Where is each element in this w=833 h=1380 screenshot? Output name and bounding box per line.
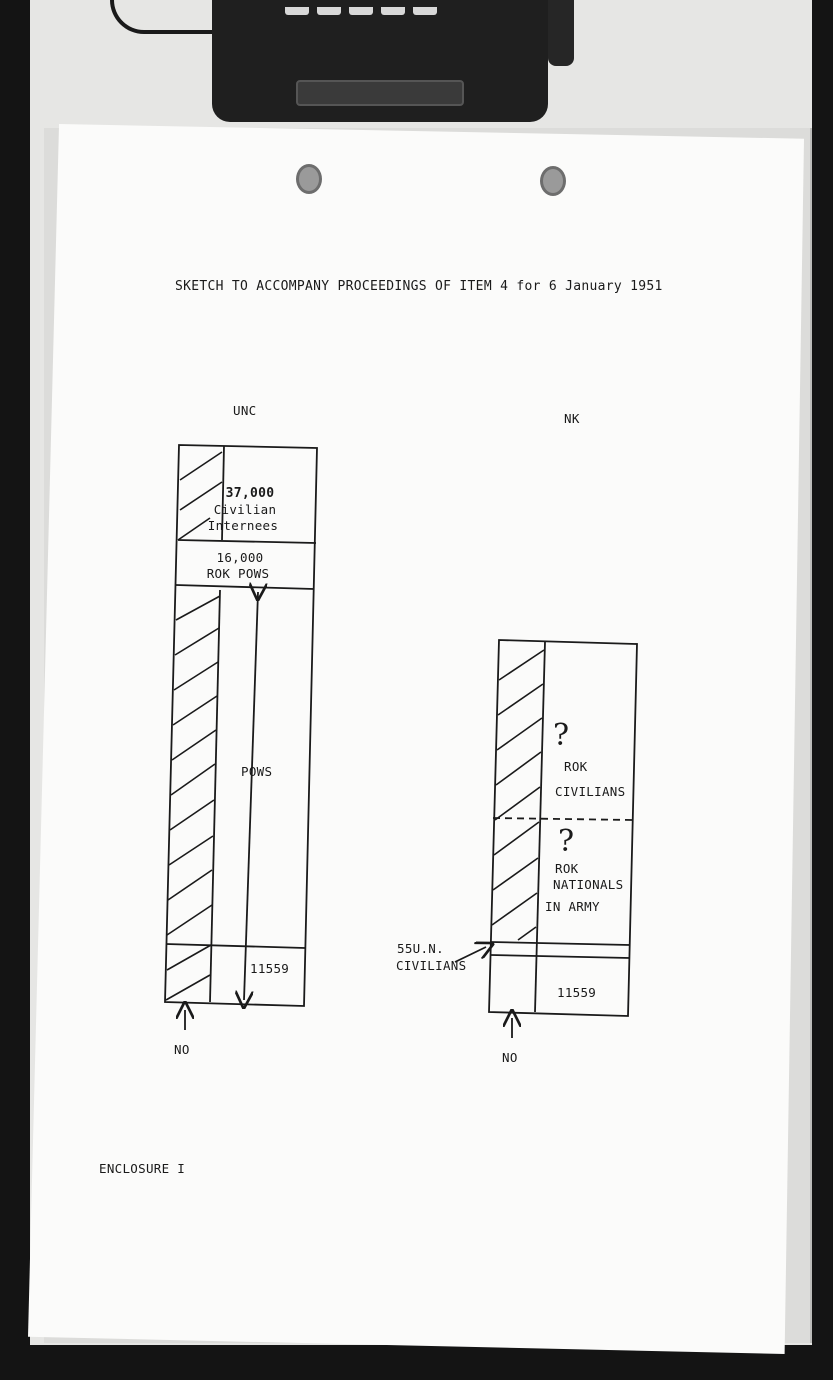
nk-hatching	[492, 650, 544, 940]
unc-civilian-count: 37,000	[225, 486, 275, 501]
nk-rok-nat-line2: NATIONALS	[553, 877, 624, 892]
nk-column	[455, 640, 637, 1038]
nk-question-nationals: ?	[558, 824, 575, 859]
unc-divider-civilian	[178, 540, 316, 543]
nk-divider-un1	[491, 942, 630, 945]
unc-pows-label: POWS	[241, 764, 273, 779]
unc-hatching	[166, 452, 222, 1000]
nk-dashed-divider	[493, 818, 632, 820]
unc-heading: UNC	[233, 403, 257, 418]
unc-rok-label: ROK POWS	[206, 566, 270, 581]
unc-no-label: NO	[174, 1042, 190, 1057]
nk-bottom-value: 11559	[557, 985, 597, 1000]
enclosure-label: ENCLOSURE I	[99, 1161, 186, 1176]
nk-rok-civ-line2: CIVILIANS	[555, 784, 626, 799]
unc-divider-rok	[176, 585, 314, 589]
unc-civilian-line1: Civilian	[213, 502, 277, 517]
nk-question-civilians: ?	[553, 718, 570, 753]
unc-bottom-value: 11559	[250, 961, 290, 976]
nk-rok-nat-line1: ROK	[555, 861, 579, 876]
document-title: SKETCH TO ACCOMPANY PROCEEDINGS OF ITEM 4 for 6 January 1951	[175, 279, 663, 294]
nk-rok-civ-line1: ROK	[564, 759, 588, 774]
nk-no-label: NO	[502, 1050, 518, 1065]
nk-rok-nat-line3: IN ARMY	[545, 899, 600, 914]
nk-divider-un2	[491, 955, 630, 958]
nk-un-civ-line2: CIVILIANS	[396, 958, 467, 973]
unc-pows-arrow	[244, 592, 258, 1000]
nk-heading: NK	[564, 411, 580, 426]
unc-civilian-line2: Internees	[207, 518, 279, 533]
unc-rok-count: 16,000	[216, 550, 264, 565]
unc-divider-bottom	[166, 944, 305, 948]
unc-inner-line	[210, 590, 220, 1002]
nk-un-civ-line1: 55U.N.	[397, 941, 444, 956]
